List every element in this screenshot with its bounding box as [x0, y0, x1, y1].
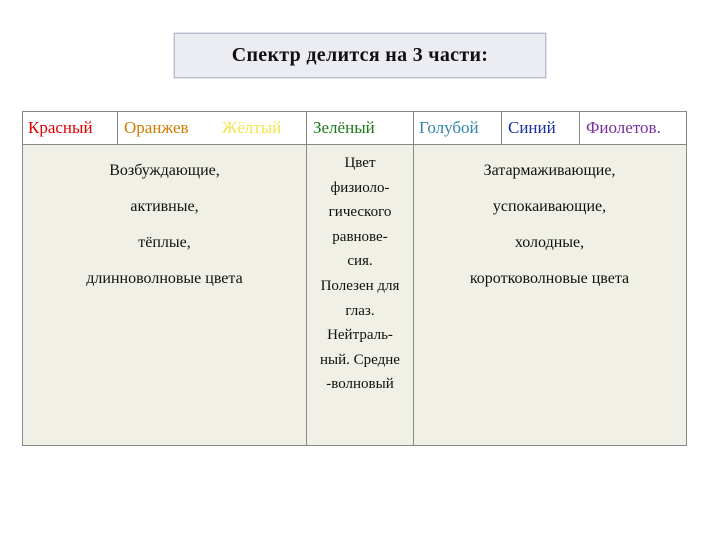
green-line: Полезен для: [320, 277, 400, 294]
green-line: равнове-: [332, 228, 388, 245]
header-divider: [501, 112, 502, 144]
warm-line: длинноволновые цвета: [86, 270, 243, 287]
green-line: глаз.: [345, 302, 375, 319]
description-row: [23, 145, 686, 445]
green-description: [307, 151, 413, 397]
green-line: Цвет: [344, 155, 376, 171]
header-orange: Оранжев: [124, 118, 189, 137]
green-line: -волновый: [326, 376, 394, 393]
header-blue: Синий: [508, 118, 556, 137]
header-divider: [306, 112, 307, 144]
header-violet: Фиолетов.: [586, 118, 661, 137]
cool-line: успокаивающие,: [492, 198, 607, 215]
green-line: ный. Средне: [320, 351, 400, 368]
warm-line: активные,: [130, 198, 199, 215]
cool-line: Затармаживающие,: [483, 162, 616, 179]
cool-line: коротковолновые цвета: [469, 270, 630, 287]
green-line: Нейтраль-: [327, 327, 393, 344]
warm-line: Возбуждающие,: [109, 162, 220, 179]
header-green: Зелёный: [313, 118, 375, 137]
green-line: сия.: [347, 253, 373, 270]
header-yellow: Жёлтый: [222, 118, 282, 137]
warm-colors-description: [23, 153, 306, 297]
cool-colors-description: [413, 153, 686, 297]
warm-line: тёплые,: [138, 234, 191, 251]
slide-title: Спектр делится на 3 части:: [174, 33, 546, 78]
header-divider: [117, 112, 118, 144]
header-divider: [579, 112, 580, 144]
header-divider: [413, 112, 414, 144]
spectrum-table: [22, 111, 687, 446]
header-cyan: Голубой: [419, 118, 479, 137]
green-line: физиоло-: [330, 179, 390, 196]
color-header-row: [23, 112, 686, 145]
cool-line: холодные,: [514, 234, 585, 251]
green-line: гического: [328, 204, 392, 221]
header-red: Красный: [28, 118, 93, 137]
